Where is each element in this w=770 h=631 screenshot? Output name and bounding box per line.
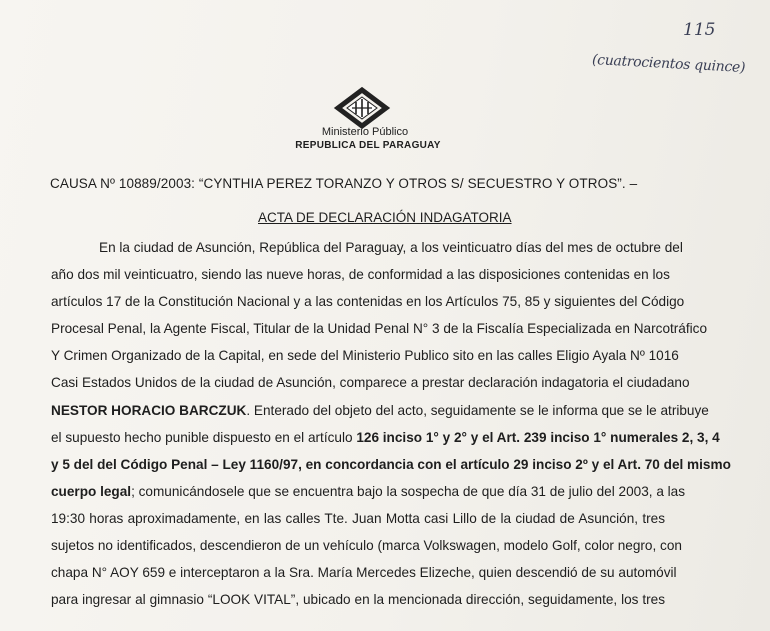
body-line — [51, 261, 670, 288]
body-text-segment: En la ciudad de Asunción, República del Paraguay, a los veinticuatro días del mes de octubre del — [99, 240, 683, 255]
body-line — [51, 234, 683, 261]
ministry-name: Ministerio Público — [321, 126, 409, 138]
body-text-segment: artículos 17 de la Constitución Nacional y a las contenidas en los Artículos 75, 85 y siguientes del Código — [51, 294, 685, 310]
body-line — [51, 288, 685, 315]
statement-body — [51, 234, 731, 613]
body-text-segment: chapa N° AOY 659 e interceptaron a la Sra. María Mercedes Elizeche, quien descendió de su automóvil — [51, 565, 677, 581]
body-line — [51, 505, 665, 532]
body-line — [51, 397, 709, 424]
body-line — [51, 586, 665, 613]
body-text-segment: . Enterado del objeto del acto, seguidamente se le informa que se le atribuye — [246, 402, 709, 418]
handwritten-page-number: 115 — [683, 20, 716, 40]
handwritten-page-note: (cuatrocientos quince) — [591, 52, 746, 76]
body-text-segment: Y Crimen Organizado de la Capital, en sede del Ministerio Publico sito en las calles Eligio Ayala Nº 1016 — [51, 348, 679, 364]
body-text-segment: para ingresar al gimnasio “LOOK VITAL”, ubicado en la mencionada dirección, seguidamente, los tres — [51, 592, 665, 608]
body-line — [51, 532, 682, 559]
case-title: CAUSA Nº 10889/2003: “CYNTHIA PEREZ TORANZO Y OTROS S/ SECUESTRO Y OTROS”. – — [50, 176, 638, 191]
body-line — [51, 342, 679, 369]
body-line — [51, 315, 708, 342]
body-bold-text: NESTOR HORACIO BARCZUK — [51, 402, 247, 418]
body-line — [51, 369, 690, 396]
body-text-segment: Procesal Penal, la Agente Fiscal, Titular de la Unidad Penal N° 3 de la Fiscalía Especializada en Narcotráfico — [51, 321, 708, 337]
body-text-segment: sujetos no identificados, descendieron de un vehículo (marca Volkswagen, modelo Golf, color negro, con — [51, 538, 682, 554]
body-text-segment: año dos mil veinticuatro, siendo las nueve horas, de conformidad a las disposiciones contenidas en los — [51, 267, 670, 283]
body-text-segment: 19:30 horas aproximadamente, en las calles Tte. Juan Motta casi Lillo de la ciudad de Asunción, tres — [51, 510, 665, 526]
republic-name: REPUBLICA DEL PARAGUAY — [295, 140, 441, 151]
body-line — [51, 451, 731, 478]
body-text-segment: Casi Estados Unidos de la ciudad de Asunción, comparece a prestar declaración indagatoria el ciudadano — [51, 375, 690, 391]
body-line — [51, 424, 720, 451]
body-bold-text: cuerpo legal — [51, 483, 132, 499]
body-bold-text: y 5 del del Código Penal – Ley 1160/97, en concordancia con el artículo 29 inciso 2º y el Art. 70 del mismo — [51, 456, 731, 472]
document-title: ACTA DE DECLARACIÓN INDAGATORIA — [258, 210, 512, 225]
body-text-segment: ; comunicándosele que se encuentra bajo la sospecha de que día 31 de julio del 2003, a las — [131, 483, 686, 499]
body-text-segment: el supuesto hecho punible dispuesto en el artículo — [51, 429, 357, 445]
ministerio-publico-seal-icon — [330, 88, 394, 128]
body-line — [51, 559, 677, 586]
body-line — [51, 478, 686, 505]
body-bold-text: 126 inciso 1° y 2° y el Art. 239 inciso 1° numerales 2, 3, 4 — [356, 429, 720, 445]
